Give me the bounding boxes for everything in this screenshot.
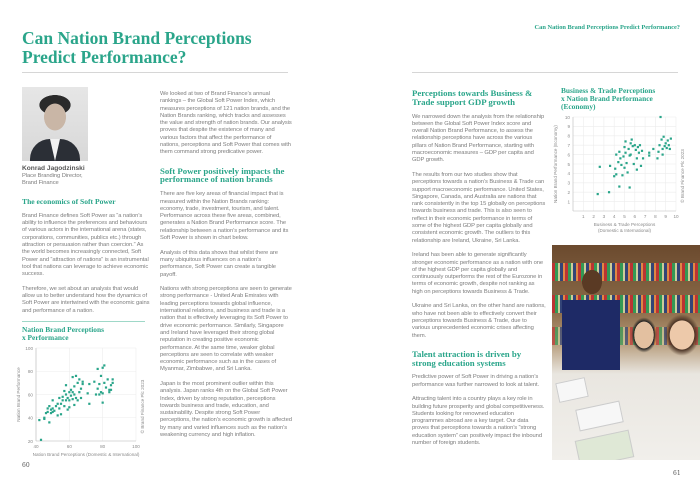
heading-economics: The economics of Soft Power [22,197,116,207]
heading-soft-power: Soft Power positively impacts the performance of nation brands [160,165,285,185]
x-tick-label: 2 [592,214,595,220]
data-point [641,150,643,152]
data-point [636,169,638,171]
right-column [412,89,546,447]
data-point [665,143,667,145]
data-point [47,410,49,412]
left-column [16,87,150,469]
x-axis-title: (Domestic & International) [597,228,652,234]
data-point [72,391,74,393]
x-tick-label: 100 [132,443,140,449]
data-point [102,401,104,403]
x-axis-title: Nation Brand Perceptions (Domestic & International) [32,451,140,457]
data-point [100,374,102,376]
chart2-scatter [549,111,694,237]
data-point [80,397,82,399]
data-point [623,167,625,169]
data-point [608,191,610,193]
data-point [60,402,62,404]
page-number-right: 61 [673,470,681,477]
data-point [73,385,75,387]
right-column-text-2: Predictive power of Soft Power in driving a nation’s performance was further narrowed to look at talent. Attracting talent into a country plays a key role in building future prosperity and global competitiveness. Students looking for renowned education programmes abroad are a key target. Our data proves that perceptions towards a nation’s “strong education system” can positively impact the inbound number of foreign students. [412,374,545,447]
data-point [663,136,665,138]
y-tick-label: 100 [25,345,33,351]
y-tick-label: 1 [567,199,570,205]
copyright-label: © Brand Finance Plc 2023 [140,379,145,433]
author-photo [22,87,88,161]
data-point [65,399,67,401]
heading-talent: Talent attraction is driven by strong education systems [412,348,522,368]
data-point [98,383,100,385]
middle-intro: We looked at two of Brand Finance’s annual rankings – the Global Soft Power Index, which measures perceptions of 121 nation brands, and the Nation Brands ranking, which tracks and assesses the value and strength of nation brands. Our analysis proves that despite the existence of many and various factors that affect the performance of nations, perceptions and Soft Power that comes with them command strong predicative power. [160,91,292,156]
y-tick-label: 6 [567,152,570,158]
data-point [98,393,100,395]
data-point [68,399,70,401]
data-point [630,154,632,156]
data-point [670,138,672,140]
x-tick-label: 6 [633,214,637,220]
data-point [43,416,45,418]
x-tick-label: 40 [33,443,39,449]
data-point [615,154,617,156]
y-tick-label: 9 [567,124,570,130]
middle-column-text: There are five key areas of financial impact that is measured within the Nation Brands ranking: economy, trade, investment, tourism, and talent. Performance across these five areas, combined, generates a Nation Brand Performance score. The relationship between a nation’s performance and its Soft Power is shown in chart below. Analysis of this data shows that whilst there are many ubiquitous influences on a nation’s performance, Soft Power can create a tangible payoff. Nations with strong perceptions are seen to generate strong performance - United Arab Emirates with leading perceptions towards global influence, international relations, and business and trade is a nation that is effectively leveraging its Soft Power to drive economic performance. Similarly, Singapore and Ireland have leveraged their strong global reputation in creating positive economic performance. At the same time, weaker global perceptions are seen to correlate with weaker economic performance such as in the cases of Myanmar, Zimbabwe, and Sri Lanka. Japan is the most prominent outlier within this analysis. Japan ranks 4th on the Global Soft Power Index, driven by strong reputation, perceptions towards business and trade, education, and sustainability. Despite strong Soft Power perceptions, the nation’s economic growth is affected by many and varied influences such as the nation’s weakening currency and high inflation. [160,191,292,439]
data-point [62,395,64,397]
author-role: Place Branding Director, Brand Finance [22,172,83,186]
data-point [664,145,666,147]
chart2-heading: Business & Trade Perceptions x Nation Brand Performance (Economy) [561,86,656,111]
data-point [53,409,55,411]
data-point [77,399,79,401]
data-point [97,387,99,389]
data-point [72,376,74,378]
right-chart-column [553,86,696,237]
right-column-text-1: We narrowed down the analysis from the relationship between the Global Soft Power Index score and overall Nation Brand Performance, to assess the relationship perceptions have across the various pillars of Nation Brand Performance, starting with macroeconomic measures – GDP per capita and GDP growth. The results from our two studies show that perceptions towards a nation’s Business & Trade can support macroeconomic performance. United States, Singapore, Canada, and Australia are nations that rank consistently in the top 15 globally on perceptions towards business and trade. This is also seen to reflect in their economic performance in terms of some of the highest GDP per capita globally and consistent economic growth. The outliers to this relationship are Ireland, Ukraine, Sri Lanka. Ireland has been able to generate significantly stronger economic performance as a nation with one of the highest GDP per capita globally and continuously outperforms the rest of the Eurozone in terms of economic growth, despite not ranking as high on perceptions towards Business & Trade. Ukraine and Sri Lanka, on the other hand are nations, who have not been able to effectively convert their perceptions towards Business & Trade, due to various unprecedented economic crises affecting them. [412,113,546,339]
data-point [618,151,620,153]
data-point [637,146,639,148]
data-point [73,393,75,395]
data-point [613,176,615,178]
data-point [615,174,617,176]
data-point [622,156,624,158]
x-tick-label: 4 [612,214,616,220]
data-point [105,386,107,388]
data-point [93,380,95,382]
heading-business-trade: Perceptions towards Business & Trade support GDP growth [412,88,533,107]
data-point [639,144,641,146]
data-point [65,384,67,386]
data-point [67,397,69,399]
data-point [642,158,644,160]
data-point [662,148,664,150]
chart1-scatter [12,343,150,461]
data-point [55,405,57,407]
data-point [626,172,628,174]
data-point [107,378,109,380]
data-point [58,397,60,399]
data-point [58,407,60,409]
data-point [112,378,114,380]
data-point [103,364,105,366]
data-point [102,392,104,394]
data-point [669,148,671,150]
data-point [70,388,72,390]
data-point [662,154,664,156]
data-point [63,405,65,407]
page-number-left: 60 [22,461,30,469]
data-point [70,394,72,396]
y-tick-label: 60 [27,391,33,397]
data-point [659,116,661,118]
x-tick-label: 8 [654,214,657,220]
data-point [68,391,70,393]
data-point [62,399,64,401]
data-point [660,139,662,141]
data-point [648,152,650,154]
data-point [110,388,112,390]
data-point [57,414,59,416]
x-axis-title: Business & Trade Perceptions [593,222,656,228]
data-point [618,186,620,188]
y-tick-label: 40 [27,415,33,421]
data-point [95,393,97,395]
y-axis-title: Nation Brand Performance [16,366,21,422]
page-title: Can Nation Brand Perceptions Predict Performance? [22,28,252,67]
data-point [668,144,670,146]
data-point [609,165,611,167]
copyright-label: © Brand Finance Plc 2023 [680,149,685,204]
middle-column [160,91,292,439]
data-point [87,392,89,394]
data-point [52,407,54,409]
data-point [640,165,642,167]
data-point [635,149,637,151]
data-point [52,399,54,401]
data-point [619,158,621,160]
data-point [632,145,634,147]
data-point [80,387,82,389]
data-point [72,398,74,400]
data-point [103,381,105,383]
data-point [629,187,631,189]
data-point [620,164,622,166]
author-name: Konrad Jagodzinski [22,165,85,172]
data-point [75,374,77,376]
data-point [667,140,669,142]
data-point [623,146,625,148]
data-point [666,147,668,149]
data-point [624,141,626,143]
divider [412,72,678,73]
y-tick-label: 5 [567,162,570,168]
data-point [652,148,654,150]
x-tick-label: 60 [66,443,72,449]
data-point [78,391,80,393]
data-point [82,383,84,385]
data-point [648,155,650,157]
data-point [656,158,658,160]
y-tick-label: 20 [27,438,33,444]
data-point [636,158,638,160]
data-point [68,406,70,408]
data-point [110,384,112,386]
data-point [78,378,80,380]
x-tick-label: 1 [582,214,585,220]
y-tick-label: 80 [27,368,33,374]
data-point [77,381,79,383]
data-point [658,144,660,146]
x-tick-label: 5 [623,214,626,220]
data-point [40,438,42,440]
data-point [631,139,633,141]
data-point [57,402,59,404]
data-point [88,383,90,385]
data-point [65,393,67,395]
data-point [617,161,619,163]
running-title: Can Nation Brand Perceptions Predict Performance? [534,24,680,31]
y-tick-label: 4 [567,171,570,177]
data-point [63,390,65,392]
data-point [625,162,627,164]
data-point [638,152,640,154]
data-point [38,419,40,421]
data-point [97,367,99,369]
left-column-text: Brand Finance defines Soft Power as “a nation’s ability to influence the preferences and behaviours of various actors in the international arena (states, corporations, communities, publics etc.) through attraction or persuasion rather than coercion.” As the world becomes increasingly connected, Soft Power and “attraction of nations” is an instrumental tool that nations can leverage to achieve economic success. Therefore, we set about an analysis that would allow us to better understand how the dynamics of Soft Power are intertwined with the economic gains and performance of a nation. [22,212,150,314]
y-tick-label: 8 [567,133,570,139]
data-point [630,143,632,145]
data-point [108,391,110,393]
data-point [614,168,616,170]
data-point [599,166,601,168]
data-point [624,152,626,154]
data-point [628,148,630,150]
x-tick-label: 9 [664,214,667,220]
data-point [88,402,90,404]
x-tick-label: 7 [643,214,647,220]
y-tick-label: 2 [567,190,570,196]
x-tick-label: 80 [100,443,106,449]
data-point [634,144,636,146]
data-point [73,404,75,406]
x-tick-label: 10 [673,214,679,220]
y-axis-title: Nation Brand Performance (Economy) [553,125,558,204]
data-point [597,193,599,195]
x-tick-label: 3 [602,214,606,220]
data-point [75,397,77,399]
data-point [657,151,659,153]
y-tick-label: 10 [564,115,570,121]
divider [22,72,288,73]
data-point [47,407,49,409]
chart-divider [22,321,145,322]
data-point [67,408,69,410]
data-point [48,421,50,423]
data-point [60,413,62,415]
data-point [112,381,114,383]
data-point [621,175,623,177]
y-tick-label: 3 [567,180,570,186]
data-point [633,163,635,165]
data-point [48,405,50,407]
students-photo [552,245,700,460]
data-point [82,380,84,382]
y-tick-label: 7 [567,143,570,149]
data-point [102,366,104,368]
chart1-heading: Nation Brand Perceptions x Performance [22,325,104,342]
